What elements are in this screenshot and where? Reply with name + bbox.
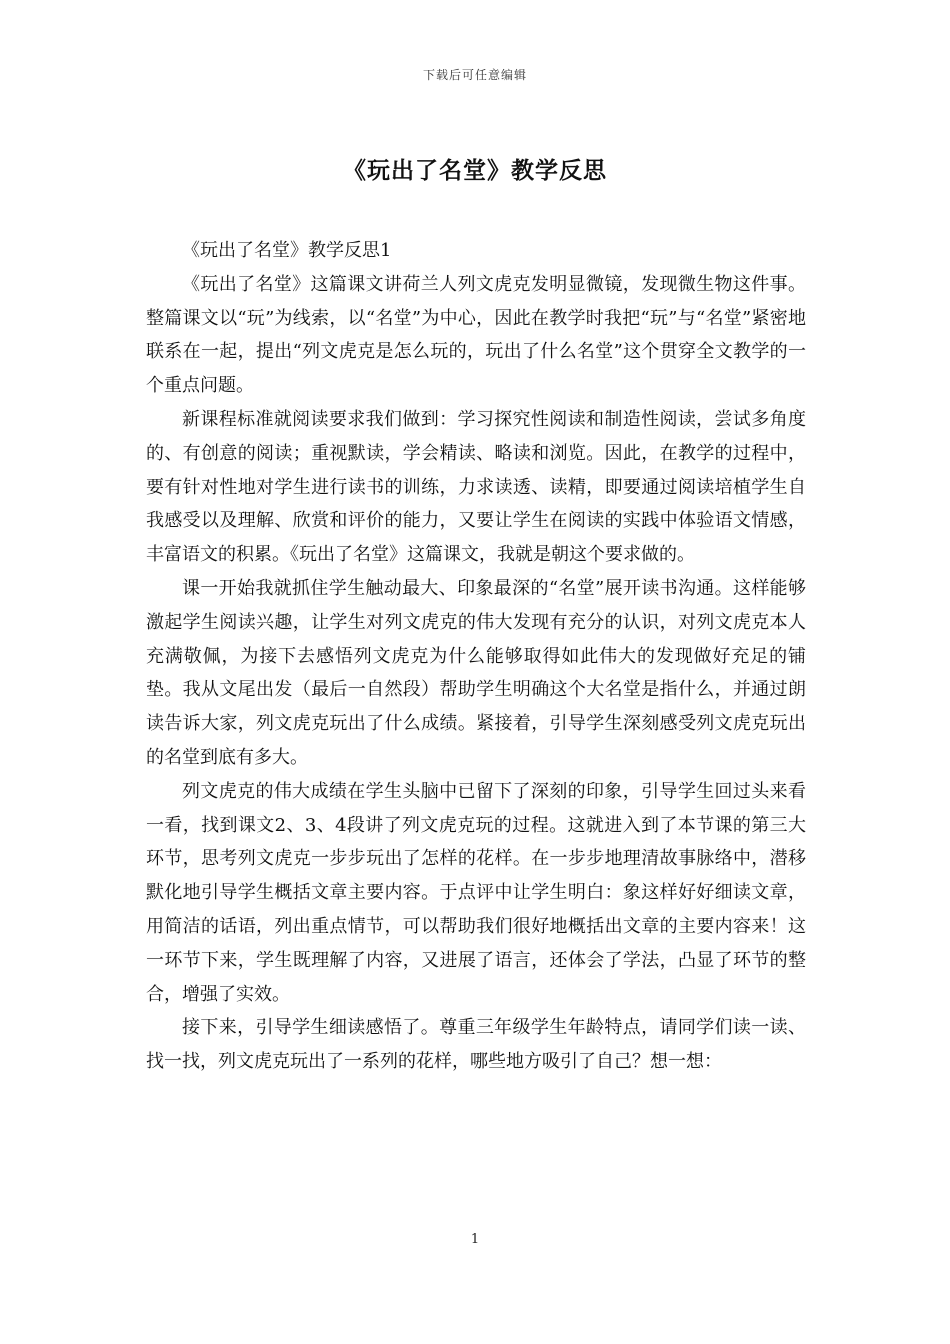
paragraph: 《玩出了名堂》这篇课文讲荷兰人列文虎克发明显微镜，发现微生物这件事。整篇课文以“玩”为线索，以“名堂”为中心，因此在教学时我把“玩”与“名堂”紧密地联系在一起，提出“列文虎克是怎么玩的，玩出了什么名堂”这个贯穿全文教学的一个重点问题。 <box>146 273 806 397</box>
paragraph: 新课程标准就阅读要求我们做到：学习探究性阅读和制造性阅读，尝试多角度的、有创意的阅读；重视默读，学会精读、略读和浏览。因此，在教学的过程中，要有针对性地对学生进行读书的训练，力求读透、读精，即要通过阅读培植学生自我感受以及理解、欣赏和评价的能力，又要让学生在阅读的实践中体验语文情感，丰富语文的积累。《玩出了名堂》这篇课文，我就是朝这个要求做的。 <box>146 408 806 566</box>
header-note: 下载后可任意编辑 <box>422 68 527 82</box>
paragraph: 列文虎克的伟大成绩在学生头脑中已留下了深刻的印象，引导学生回过头来看一看，找到课文2、3、4段讲了列文虎克玩的过程。这就进入到了本节课的第三大环节，思考列文虎克一步步玩出了怎样的花样。在一步步地理清故事脉络中，潜移默化地引导学生概括文章主要内容。于点评中让学生明白：象这样好好细读文章，用简洁的话语，列出重点情节，可以帮助我们很好地概括出文章的主要内容来！这一环节下来，学生既理解了内容，又进展了语言，还体会了学法，凸显了环节的整合，增强了实效。 <box>146 780 806 1005</box>
page-number: 1 <box>470 1232 480 1247</box>
document-title: 《玩出了名堂》教学反思 <box>343 157 607 184</box>
paragraph: 课一开始我就抓住学生触动最大、印象最深的“名堂”展开读书沟通。这样能够激起学生阅读兴趣，让学生对列文虎克的伟大发现有充分的认识，对列文虎克本人充满敬佩，为接下去感悟列文虎克为什么能够取得如此伟大的发现做好充足的铺垫。我从文尾出发（最后一自然段）帮助学生明确这个大名堂是指什么，并通过朗读告诉大家，列文虎克玩出了什么成绩。紧接着，引导学生深刻感受列文虎克玩出的名堂到底有多大。 <box>146 577 806 768</box>
document-body <box>146 234 806 1079</box>
paragraph: 接下来，引导学生细读感悟了。尊重三年级学生年龄特点，请同学们读一读、找一找，列文虎克玩出了一系列的花样，哪些地方吸引了自己？想一想： <box>146 1017 806 1073</box>
section-heading: 《玩出了名堂》教学反思1 <box>182 240 392 261</box>
